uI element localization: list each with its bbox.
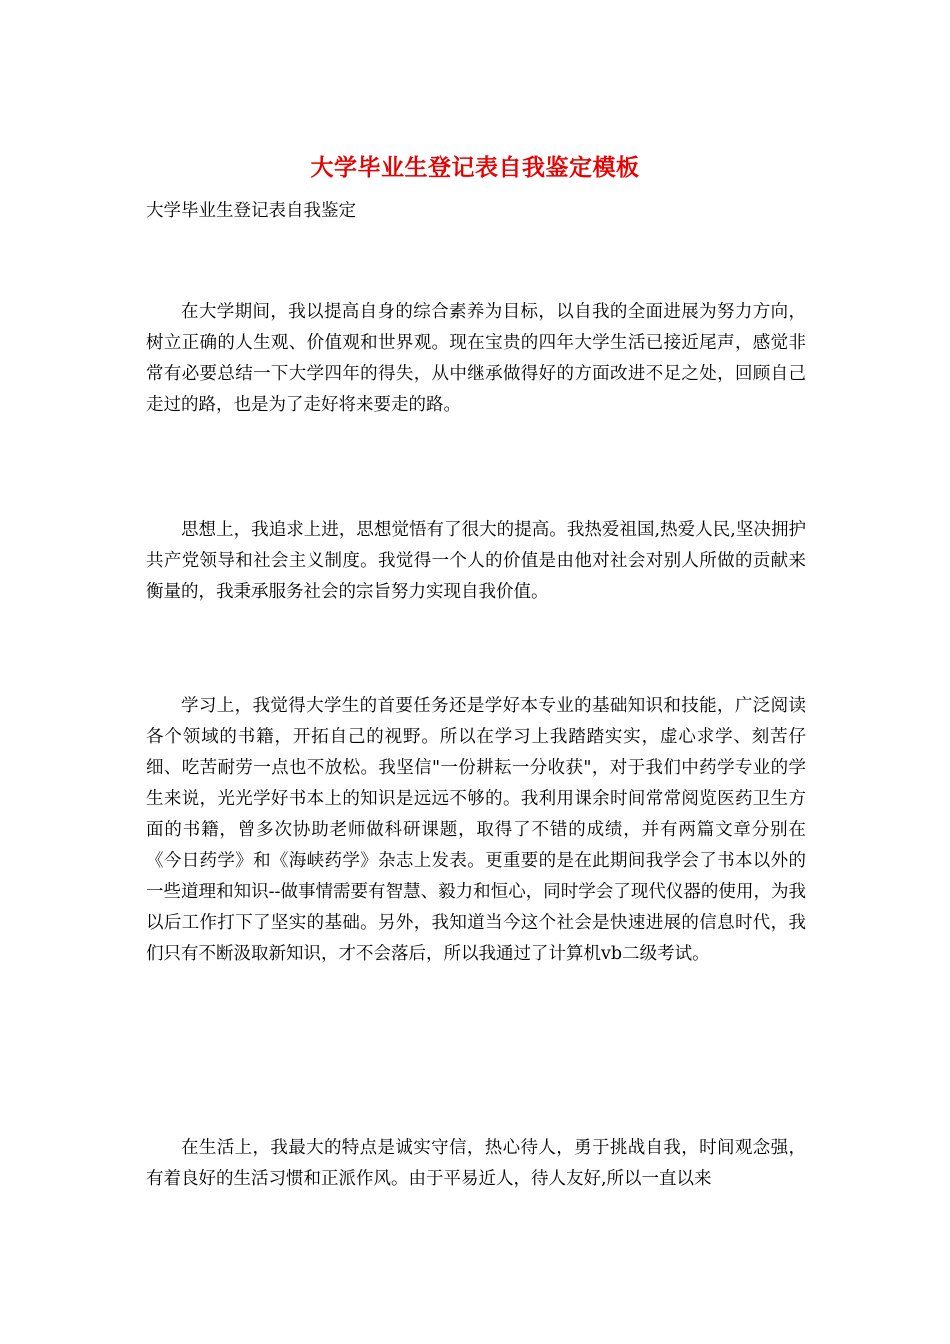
paragraph-thought: 思想上，我追求上进，思想觉悟有了很大的提高。我热爱祖国,热爱人民,坚决拥护共产党领导和社会主义制度。我觉得一个人的价值是由他对社会对别人所做的贡献来衡量的，我秉承服务社会的宗旨努力实现自我价值。 — [146, 520, 806, 602]
paragraph-intro: 在大学期间，我以提高自身的综合素养为目标，以自我的全面进展为努力方向，树立正确的人生观、价值观和世界观。现在宝贵的四年大学生活已接近尾声，感觉非常有必要总结一下大学四年的得失，从中继承做得好的方面改进不足之处，回顾自己走过的路，也是为了走好将来要走的路。 — [146, 302, 806, 415]
document-title: 大学毕业生登记表自我鉴定模板 — [310, 155, 640, 181]
document-subtitle: 大学毕业生登记表自我鉴定 — [146, 201, 356, 221]
paragraph-life: 在生活上，我最大的特点是诚实守信，热心待人，勇于挑战自我，时间观念强，有着良好的生活习惯和正派作风。由于平易近人，待人友好,所以一直以来 — [146, 1138, 806, 1189]
paragraph-study: 学习上，我觉得大学生的首要任务还是学好本专业的基础知识和技能，广泛阅读各个领域的书籍，开拓自己的视野。所以在学习上我踏踏实实，虚心求学、刻苦仔细、吃苦耐劳一点也不放松。我坚信"一份耕耘一分收获"，对于我们中药学专业的学生来说，光光学好书本上的知识是远远不够的。我利用课余时间常常阅览医药卫生方面的书籍，曾多次协助老师做科研课题，取得了不错的成绩，并有两篇文章分别在《今日药学》和《海峡药学》杂志上发表。更重要的是在此期间我学会了书本以外的一些道理和知识--做事情需要有智慧、毅力和恒心，同时学会了现代仪器的使用，为我以后工作打下了坚实的基础。另外，我知道当今这个社会是快速进展的信息时代，我们只有不断汲取新知识，才不会落后，所以我通过了计算机vb二级考试。 — [146, 696, 806, 964]
